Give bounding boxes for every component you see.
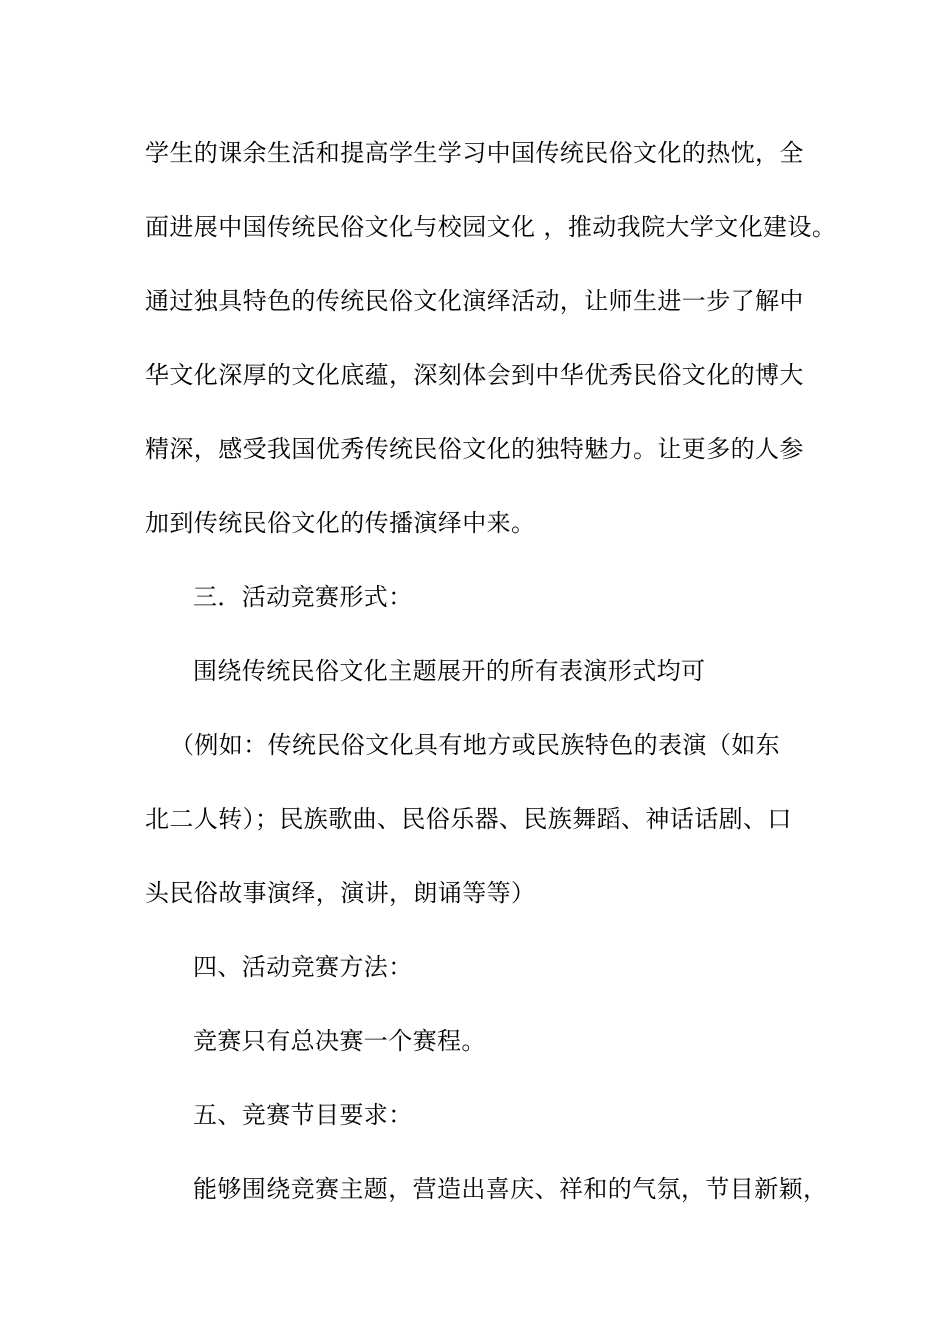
- text-line-9: （例如：传统民俗文化具有地方或民族特色的表演（如东: [170, 731, 780, 759]
- text-line-1: 学生的课余生活和提高学生学习中国传统民俗文化的热忱，全: [145, 139, 804, 167]
- section-heading-5: 五、竞赛节目要求：: [193, 1101, 413, 1129]
- text-line-2: 面进展中国传统民俗文化与校园文化 ，推动我院大学文化建设。: [145, 213, 837, 241]
- section-heading-3: 三．活动竞赛形式：: [193, 583, 413, 611]
- text-line-5: 精深，感受我国优秀传统民俗文化的独特魅力。让更多的人参: [145, 435, 804, 463]
- text-line-11: 头民俗故事演绎，演讲，朗诵等等）: [145, 879, 536, 907]
- text-line-15: 能够围绕竞赛主题，营造出喜庆、祥和的气氛，节目新颖，: [193, 1175, 828, 1203]
- text-line-3: 通过独具特色的传统民俗文化演绎活动，让师生进一步了解中: [145, 287, 804, 315]
- section-heading-4: 四、活动竞赛方法：: [193, 953, 413, 981]
- text-line-6: 加到传统民俗文化的传播演绎中来。: [145, 509, 536, 537]
- text-line-4: 华文化深厚的文化底蕴，深刻体会到中华优秀民俗文化的博大: [145, 361, 804, 389]
- text-line-8: 围绕传统民俗文化主题展开的所有表演形式均可: [193, 657, 706, 685]
- text-line-13: 竞赛只有总决赛一个赛程。: [193, 1027, 486, 1055]
- text-line-10: 北二人转）；民族歌曲、民俗乐器、民族舞蹈、神话话剧、口: [145, 805, 792, 833]
